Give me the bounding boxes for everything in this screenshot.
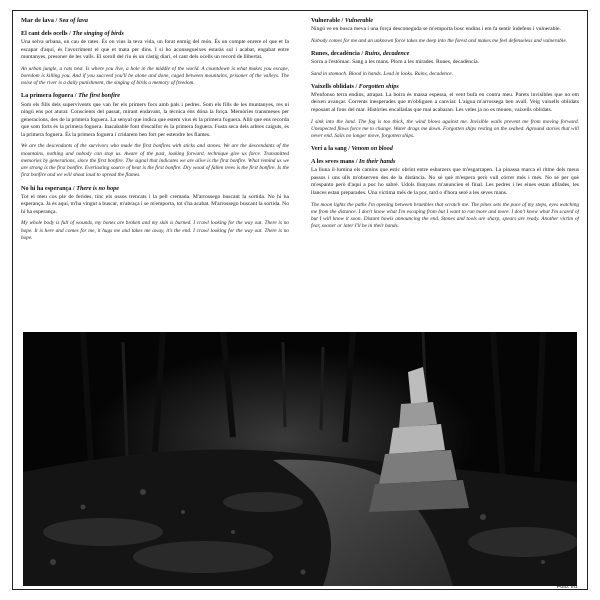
song-title bbox=[311, 17, 579, 25]
lyrics-english: An urban jungle, a rats nest. Is where you live, a hole in the middle of the world. A countdown is what makes you escape, boredom is killing you. And if you succeed you'll be alone and done, caged between mountains, prisoner of the valleys. The noise of the river is a daily punishment, the singing of birds a memory of freedom. bbox=[21, 65, 289, 87]
album-title bbox=[21, 17, 289, 25]
song-section bbox=[21, 185, 289, 242]
song-title-english: The first bonfire bbox=[78, 92, 121, 100]
song-title-catalan: El cant dels ocells bbox=[21, 30, 68, 37]
song-section bbox=[311, 158, 579, 230]
right-column bbox=[311, 17, 579, 323]
forest-photo bbox=[23, 332, 577, 586]
song-section bbox=[21, 30, 289, 87]
page-frame bbox=[12, 10, 588, 590]
lyrics-catalan: Una selva urbana, un cau de rates. És on vius la teva vida, un forat enmig del món. És un compte enrere el que et fa escapar d'aquí, és l'avorriment el que et mata per dins. I si ho aconsegueixes estaràs sol i acabat, engabat entre muntanyes, presoner de les valls. El soroll del riu és un càstig diari, el cant dels ocells un record de llibertat. bbox=[21, 39, 289, 61]
song-title-separator: / bbox=[73, 92, 79, 100]
lyrics-catalan: M'enfonso terra endins, atrapat. La boira és massa espessa, el vent bufa en contra meu. Parets invisibles que no em deixen avançar. Corrents inesperades que m'obliguen a canviar. L'aigua m'arrossega ben avall. Veig vaixells oblidats reposant al fons del mar. Històries encalladas que mai acabaran. Les veles ja no es mouen, vaixells oblidats. bbox=[311, 91, 579, 113]
song-section bbox=[311, 50, 579, 78]
song-title bbox=[311, 50, 579, 58]
song-title bbox=[21, 30, 289, 38]
album-title-english: Sea of lava bbox=[58, 17, 88, 24]
song-title-catalan: No hi ha esperança bbox=[21, 184, 72, 192]
song-title-catalan: La primera foguera bbox=[21, 92, 74, 100]
left-sections bbox=[21, 30, 289, 242]
lyrics-english: I sink into the land. The fog is too thick, the wind blows against me. Invisible walls prevent me from moving forward. Unexpected flows force me to change. Water drags me down. Forgotten ships resting on the seabed. Aground stories that will never end. Sails no longer move, forgotten ships. bbox=[311, 118, 579, 139]
song-section bbox=[311, 17, 579, 45]
song-title-catalan: Verí a la sang bbox=[311, 145, 347, 153]
song-title-separator: / bbox=[71, 184, 77, 192]
title-separator: / bbox=[53, 17, 59, 24]
song-title bbox=[311, 83, 579, 91]
song-section bbox=[311, 83, 579, 140]
lyrics-english: Sand in stomach. Blood in hands. Lead in looks. Ruins, decadence. bbox=[311, 70, 453, 77]
song-title-separator: / bbox=[67, 30, 73, 37]
song-title-english: The singing of birds bbox=[72, 30, 124, 37]
song-section bbox=[21, 92, 289, 179]
song-title-separator: / bbox=[346, 145, 352, 153]
song-title-separator: / bbox=[340, 17, 345, 24]
song-title bbox=[21, 185, 289, 193]
song-title-separator: / bbox=[359, 49, 365, 57]
song-title-english: Vulnerable bbox=[344, 17, 374, 24]
song-title-english: There is no hope bbox=[76, 184, 120, 192]
photo-credit: Foto: Iru bbox=[556, 584, 577, 590]
lyrics-english: Nobody comes for me and an unknown force takes me deep into the forest and makes me feel defenseless and vulnerable. bbox=[311, 37, 568, 44]
song-title-catalan: Runes, decadència bbox=[311, 49, 360, 57]
song-section bbox=[311, 145, 579, 153]
song-title bbox=[21, 92, 289, 100]
forest-photo-image bbox=[23, 332, 577, 586]
song-title-english: Venom on blood bbox=[351, 145, 393, 153]
song-title-catalan: A les seves mans bbox=[311, 158, 355, 166]
song-title-english: Ruins, decadence bbox=[364, 49, 410, 57]
left-column bbox=[21, 17, 289, 323]
song-title bbox=[311, 145, 579, 153]
lyrics-columns bbox=[21, 17, 579, 323]
lyrics-english: My whole body is full of wounds, my bones are broken and my skin is burned. I crawl looking for the way out. There is no hope. It is here and comes for me, it hugs me and takes me away, it's the end. I crawl looking for the way out. There is no hope. bbox=[21, 220, 289, 241]
song-title-catalan: Vulnerable bbox=[311, 17, 340, 24]
lyrics-english: We are the descendants of the survivors who made the first bonfires with sticks and stones. We are the descendants of the mountains, nothing and nobody can stop us. Aware of the past, looking forward, technique give us force. Transmitted memories by generations, since the first bonfire. The signal that indicates we are alive is the first bonfire. What remind us we are strong is the first bonfire. Everlasting source of heat is the first bonfire. Dry wood of fallen trees is the first bonfire. Is the first bonfire and we will shout loud to spread the flames. bbox=[21, 143, 289, 179]
lyrics-catalan: Sorra a l'estómac. Sang a les mans. Plom a les mirades. Runes, decadència. bbox=[311, 58, 479, 65]
right-sections bbox=[311, 17, 579, 230]
song-title-catalan: Vaixells oblidats bbox=[311, 82, 354, 90]
lyrics-catalan: Som els fills dels supervivents que van fer els primers focs amb pals i pedres. Som els fills de les muntanyes, res ni ningú ens pot aturar. Conscients del passat, mirant endavant, la tècnica ens dóna la força. Memòries transmeses per generacions, des de la primera foguera. La senyal que indica que estem vius és la primera foguera. Allò que ens recorda que som forts és la primera foguera. Inacabable font d'escalfor és la primera foguera. Fusta seca dels arbres caiguts, és la primera foguera. És la primera foguera i cridarem ben fort per estendre les flames. bbox=[21, 101, 289, 138]
song-title bbox=[311, 158, 579, 166]
lyrics-english: The moon lights the paths I'm opening between brambles that scratch me. The pines sets the pace of my steps, eyes watching me from the distance. I don't know what I'm escaping from but I want to run more and more. I don't know what I'm scared of but I will know it soon. Distant howls announcing the end. Stones and tools are sharp, spears are ready. Another victim of fear, sooner or later I'll be in their hands. bbox=[311, 201, 579, 230]
lyrics-catalan: La lluna il·lumina els camins que estic obrint entre esbarzers que m'esgarrapen. La pinassa marca el ritme dels meus passos i uns ulls m'observen des de la distància. No sé què m'espera però vull córrer més i més. No sé per què m'espanto però d'aquí a poc ho sabré. Udols llunyans m'anuncien el final. Les pedres i les eines estan afilades, les llances estan preparades. Una víctima més de la por, tard o d'hora seré a les seves mans. bbox=[311, 167, 579, 197]
song-title-english: In their hands bbox=[358, 158, 396, 166]
song-title-separator: / bbox=[353, 82, 359, 90]
lyrics-catalan: Tot el meu cos ple de ferides, tinc els ossos trencats i la pell cremada. M'arrossego buscant la sortida. No hi ha esperança. Ja és aquí, m'ha vingut a buscar, m'abraça i se m'emporta, tot s'ha acabat. M'arrossego buscant la sortida. No hi ha esperança. bbox=[21, 193, 289, 215]
song-title-english: Forgotten ships bbox=[358, 82, 399, 90]
lyrics-catalan: Ningú ve en busca meva i una força desconeguda se m'emporta bosc endins i em fa sentir indefens i vulnerable. bbox=[311, 26, 561, 33]
album-title-catalan: Mar de lava bbox=[21, 17, 54, 24]
song-title-separator: / bbox=[354, 158, 359, 166]
